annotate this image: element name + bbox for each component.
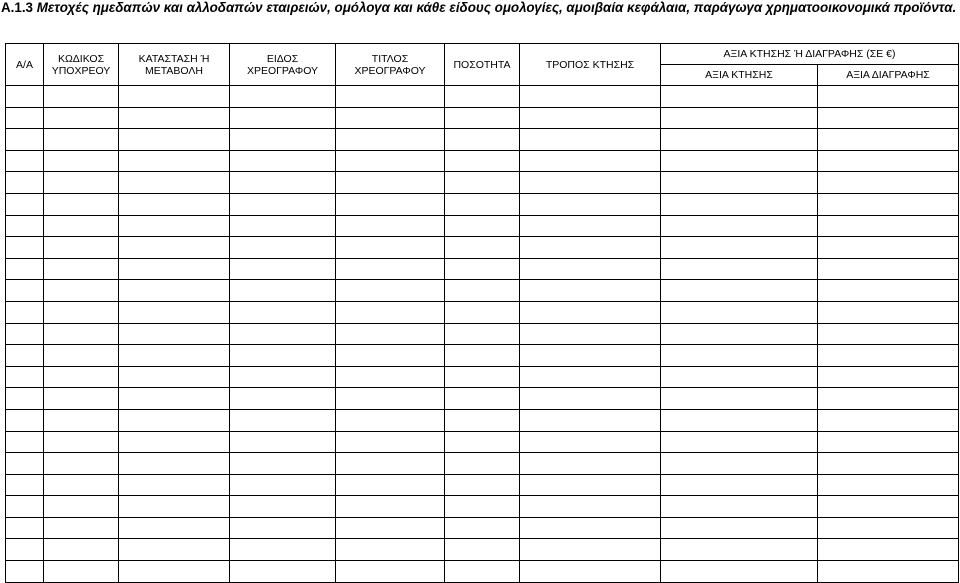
- table-cell[interactable]: [818, 215, 959, 237]
- table-cell[interactable]: [661, 431, 818, 453]
- table-cell[interactable]: [661, 301, 818, 323]
- table-cell[interactable]: [230, 193, 336, 215]
- table-cell[interactable]: [336, 301, 445, 323]
- table-cell[interactable]: [445, 301, 520, 323]
- table-cell[interactable]: [44, 107, 119, 129]
- table-row: [6, 431, 959, 453]
- table-cell[interactable]: [336, 237, 445, 259]
- table-cell[interactable]: [6, 86, 44, 108]
- table-cell[interactable]: [44, 517, 119, 539]
- table-cell[interactable]: [520, 561, 661, 583]
- table-cell[interactable]: [661, 388, 818, 410]
- table-cell[interactable]: [44, 215, 119, 237]
- table-cell[interactable]: [445, 215, 520, 237]
- table-cell[interactable]: [520, 474, 661, 496]
- table-cell[interactable]: [818, 453, 959, 475]
- table-cell[interactable]: [520, 237, 661, 259]
- table-cell[interactable]: [520, 172, 661, 194]
- table-row: [6, 323, 959, 345]
- table-cell[interactable]: [44, 258, 119, 280]
- table-cell[interactable]: [119, 388, 230, 410]
- table-cell[interactable]: [661, 86, 818, 108]
- table-cell[interactable]: [661, 150, 818, 172]
- table-cell[interactable]: [661, 172, 818, 194]
- table-cell[interactable]: [445, 172, 520, 194]
- table-cell[interactable]: [230, 258, 336, 280]
- table-cell[interactable]: [230, 561, 336, 583]
- table-cell[interactable]: [520, 280, 661, 302]
- column-group-header-value: ΑΞΙΑ ΚΤΗΣΗΣ Ή ΔΙΑΓΡΑΦΗΣ (ΣΕ €): [661, 44, 959, 65]
- table-cell[interactable]: [119, 172, 230, 194]
- table-cell[interactable]: [818, 237, 959, 259]
- table-cell[interactable]: [818, 496, 959, 518]
- table-cell[interactable]: [520, 345, 661, 367]
- column-header-status-or-change: ΚΑΤΑΣΤΑΣΗ Ή ΜΕΤΑΒΟΛΗ: [119, 44, 230, 86]
- table-cell[interactable]: [818, 172, 959, 194]
- table-cell[interactable]: [230, 86, 336, 108]
- table-cell[interactable]: [445, 129, 520, 151]
- table-cell[interactable]: [119, 517, 230, 539]
- table-cell[interactable]: [230, 409, 336, 431]
- table-cell[interactable]: [119, 453, 230, 475]
- table-cell[interactable]: [119, 107, 230, 129]
- table-cell[interactable]: [445, 539, 520, 561]
- table-cell[interactable]: [445, 150, 520, 172]
- table-row: [6, 539, 959, 561]
- table-cell[interactable]: [520, 496, 661, 518]
- table-cell[interactable]: [818, 388, 959, 410]
- table-cell[interactable]: [119, 86, 230, 108]
- table-cell[interactable]: [230, 172, 336, 194]
- table-cell[interactable]: [661, 539, 818, 561]
- table-cell[interactable]: [6, 409, 44, 431]
- table-cell[interactable]: [336, 107, 445, 129]
- table-cell[interactable]: [230, 366, 336, 388]
- table-cell[interactable]: [336, 409, 445, 431]
- table-cell[interactable]: [44, 323, 119, 345]
- section-title-text: Μετοχές ημεδαπών και αλλοδαπών εταιρειών, ομόλογα και κάθε είδους ομολογίες, αμοιβαία κεφάλαια, παράγωγα χρηματοοικονομικά προϊόντα.: [36, 0, 957, 15]
- table-cell[interactable]: [44, 366, 119, 388]
- table-cell[interactable]: [44, 431, 119, 453]
- table-cell[interactable]: [230, 150, 336, 172]
- table-cell[interactable]: [6, 323, 44, 345]
- table-cell[interactable]: [119, 258, 230, 280]
- table-cell[interactable]: [520, 517, 661, 539]
- table-cell[interactable]: [818, 561, 959, 583]
- table-cell[interactable]: [445, 345, 520, 367]
- table-cell[interactable]: [661, 193, 818, 215]
- table-cell[interactable]: [119, 345, 230, 367]
- table-cell[interactable]: [6, 129, 44, 151]
- table-cell[interactable]: [119, 561, 230, 583]
- table-cell[interactable]: [230, 496, 336, 518]
- table-cell[interactable]: [520, 150, 661, 172]
- table-cell[interactable]: [445, 280, 520, 302]
- table-cell[interactable]: [818, 150, 959, 172]
- table-cell[interactable]: [445, 258, 520, 280]
- table-cell[interactable]: [119, 301, 230, 323]
- table-cell[interactable]: [336, 258, 445, 280]
- table-row: [6, 517, 959, 539]
- table-cell[interactable]: [6, 193, 44, 215]
- table-cell[interactable]: [44, 409, 119, 431]
- table-cell[interactable]: [520, 258, 661, 280]
- table-cell[interactable]: [44, 301, 119, 323]
- table-cell[interactable]: [520, 388, 661, 410]
- table-cell[interactable]: [445, 366, 520, 388]
- table-cell[interactable]: [336, 215, 445, 237]
- table-cell[interactable]: [336, 453, 445, 475]
- table-cell[interactable]: [119, 237, 230, 259]
- table-cell[interactable]: [119, 496, 230, 518]
- table-cell[interactable]: [230, 280, 336, 302]
- table-row: [6, 366, 959, 388]
- table-cell[interactable]: [445, 86, 520, 108]
- table-cell[interactable]: [818, 517, 959, 539]
- table-cell[interactable]: [230, 517, 336, 539]
- table-cell[interactable]: [6, 539, 44, 561]
- table-cell[interactable]: [230, 453, 336, 475]
- table-cell[interactable]: [336, 150, 445, 172]
- table-cell[interactable]: [661, 409, 818, 431]
- table-cell[interactable]: [520, 431, 661, 453]
- table-cell[interactable]: [445, 107, 520, 129]
- table-cell[interactable]: [44, 474, 119, 496]
- table-cell[interactable]: [336, 323, 445, 345]
- table-cell[interactable]: [818, 409, 959, 431]
- table-cell[interactable]: [445, 474, 520, 496]
- table-cell[interactable]: [230, 323, 336, 345]
- table-cell[interactable]: [44, 496, 119, 518]
- table-cell[interactable]: [336, 86, 445, 108]
- table-cell[interactable]: [44, 150, 119, 172]
- table-row: [6, 258, 959, 280]
- table-cell[interactable]: [661, 237, 818, 259]
- table-cell[interactable]: [445, 237, 520, 259]
- table-row: [6, 172, 959, 194]
- table-cell[interactable]: [44, 172, 119, 194]
- table-cell[interactable]: [6, 150, 44, 172]
- table-cell[interactable]: [230, 237, 336, 259]
- table-cell[interactable]: [336, 345, 445, 367]
- table-cell[interactable]: [661, 280, 818, 302]
- table-cell[interactable]: [520, 539, 661, 561]
- table-cell[interactable]: [6, 561, 44, 583]
- table-cell[interactable]: [44, 86, 119, 108]
- table-cell[interactable]: [6, 474, 44, 496]
- column-header-acquisition-method: ΤΡΟΠΟΣ ΚΤΗΣΗΣ: [520, 44, 661, 86]
- table-cell[interactable]: [818, 323, 959, 345]
- table-row: [6, 107, 959, 129]
- table-cell[interactable]: [6, 453, 44, 475]
- table-cell[interactable]: [445, 193, 520, 215]
- table-cell[interactable]: [445, 517, 520, 539]
- table-row: [6, 237, 959, 259]
- table-cell[interactable]: [818, 193, 959, 215]
- table-cell[interactable]: [336, 388, 445, 410]
- table-row: [6, 280, 959, 302]
- table-cell[interactable]: [336, 366, 445, 388]
- table-cell[interactable]: [661, 323, 818, 345]
- table-row: [6, 453, 959, 475]
- table-cell[interactable]: [119, 366, 230, 388]
- table-row: [6, 193, 959, 215]
- table-row: [6, 345, 959, 367]
- table-cell[interactable]: [445, 431, 520, 453]
- table-cell[interactable]: [520, 409, 661, 431]
- table-cell[interactable]: [6, 345, 44, 367]
- table-row: [6, 388, 959, 410]
- table-cell[interactable]: [44, 280, 119, 302]
- table-cell[interactable]: [119, 215, 230, 237]
- table-cell[interactable]: [119, 474, 230, 496]
- table-row: [6, 409, 959, 431]
- securities-table: [5, 43, 959, 583]
- table-cell[interactable]: [119, 193, 230, 215]
- table-cell[interactable]: [818, 539, 959, 561]
- table-cell[interactable]: [6, 258, 44, 280]
- table-cell[interactable]: [818, 258, 959, 280]
- table-cell[interactable]: [818, 366, 959, 388]
- table-cell[interactable]: [336, 474, 445, 496]
- column-header-aa: Α/Α: [6, 44, 44, 86]
- table-cell[interactable]: [661, 215, 818, 237]
- table-cell[interactable]: [445, 453, 520, 475]
- table-cell[interactable]: [6, 496, 44, 518]
- column-header-quantity: ΠΟΣΟΤΗΤΑ: [445, 44, 520, 86]
- table-cell[interactable]: [6, 172, 44, 194]
- table-cell[interactable]: [818, 86, 959, 108]
- table-cell[interactable]: [818, 301, 959, 323]
- table-cell[interactable]: [520, 215, 661, 237]
- table-cell[interactable]: [44, 193, 119, 215]
- table-cell[interactable]: [336, 561, 445, 583]
- table-cell[interactable]: [661, 453, 818, 475]
- table-cell[interactable]: [336, 496, 445, 518]
- table-cell[interactable]: [119, 129, 230, 151]
- table-cell[interactable]: [818, 280, 959, 302]
- table-cell[interactable]: [336, 539, 445, 561]
- table-cell[interactable]: [520, 86, 661, 108]
- table-cell[interactable]: [520, 193, 661, 215]
- table-row: [6, 474, 959, 496]
- table-cell[interactable]: [445, 388, 520, 410]
- table-cell[interactable]: [818, 107, 959, 129]
- column-header-writeoff-value: ΑΞΙΑ ΔΙΑΓΡΑΦΗΣ: [818, 65, 959, 86]
- column-header-obligor-code: ΚΩΔΙΚΟΣ ΥΠΟΧΡΕΟΥ: [44, 44, 119, 86]
- table-cell[interactable]: [818, 345, 959, 367]
- table-cell[interactable]: [44, 453, 119, 475]
- table-cell[interactable]: [336, 431, 445, 453]
- table-cell[interactable]: [818, 431, 959, 453]
- table-cell[interactable]: [520, 453, 661, 475]
- table-cell[interactable]: [520, 323, 661, 345]
- table-cell[interactable]: [445, 496, 520, 518]
- table-cell[interactable]: [661, 107, 818, 129]
- table-cell[interactable]: [44, 237, 119, 259]
- table-cell[interactable]: [6, 366, 44, 388]
- table-cell[interactable]: [520, 301, 661, 323]
- table-cell[interactable]: [6, 431, 44, 453]
- column-header-security-type: ΕΙΔΟΣ ΧΡΕΟΓΡΑΦΟΥ: [230, 44, 336, 86]
- table-cell[interactable]: [6, 107, 44, 129]
- column-header-security-title: ΤΙΤΛΟΣ ΧΡΕΟΓΡΑΦΟΥ: [336, 44, 445, 86]
- table-cell[interactable]: [119, 323, 230, 345]
- table-cell[interactable]: [230, 474, 336, 496]
- table-cell[interactable]: [818, 129, 959, 151]
- table-cell[interactable]: [336, 193, 445, 215]
- table-row: [6, 215, 959, 237]
- table-cell[interactable]: [661, 366, 818, 388]
- table-row: [6, 561, 959, 583]
- table-cell[interactable]: [44, 539, 119, 561]
- table-cell[interactable]: [336, 172, 445, 194]
- table-cell[interactable]: [661, 258, 818, 280]
- table-cell[interactable]: [230, 215, 336, 237]
- table-cell[interactable]: [119, 539, 230, 561]
- table-cell[interactable]: [230, 539, 336, 561]
- table-body: [6, 86, 959, 583]
- table-cell[interactable]: [44, 129, 119, 151]
- table-cell[interactable]: [661, 517, 818, 539]
- table-cell[interactable]: [44, 561, 119, 583]
- table-cell[interactable]: [6, 301, 44, 323]
- table-cell[interactable]: [661, 345, 818, 367]
- section-title: [1, 0, 956, 16]
- table-cell[interactable]: [445, 561, 520, 583]
- table-cell[interactable]: [336, 129, 445, 151]
- table-cell[interactable]: [230, 388, 336, 410]
- column-header-acquisition-value: ΑΞΙΑ ΚΤΗΣΗΣ: [661, 65, 818, 86]
- table-cell[interactable]: [661, 474, 818, 496]
- table-cell[interactable]: [119, 150, 230, 172]
- table-row: [6, 496, 959, 518]
- table-cell[interactable]: [818, 474, 959, 496]
- table-cell[interactable]: [445, 323, 520, 345]
- table-cell[interactable]: [6, 215, 44, 237]
- table-cell[interactable]: [520, 366, 661, 388]
- table-cell[interactable]: [520, 107, 661, 129]
- table-row: [6, 301, 959, 323]
- table-row: [6, 150, 959, 172]
- table-cell[interactable]: [520, 129, 661, 151]
- section-number: A.1.3: [1, 0, 34, 15]
- table-cell[interactable]: [44, 345, 119, 367]
- table-cell[interactable]: [445, 409, 520, 431]
- table-cell[interactable]: [230, 301, 336, 323]
- table-cell[interactable]: [6, 388, 44, 410]
- table-cell[interactable]: [119, 409, 230, 431]
- table-cell[interactable]: [230, 129, 336, 151]
- table-cell[interactable]: [230, 431, 336, 453]
- table-cell[interactable]: [6, 280, 44, 302]
- table-cell[interactable]: [6, 237, 44, 259]
- table-cell[interactable]: [119, 280, 230, 302]
- table-cell[interactable]: [336, 517, 445, 539]
- table-cell[interactable]: [661, 496, 818, 518]
- table-cell[interactable]: [230, 107, 336, 129]
- table-cell[interactable]: [230, 345, 336, 367]
- table-row: [6, 129, 959, 151]
- table-cell[interactable]: [661, 561, 818, 583]
- table-cell[interactable]: [6, 517, 44, 539]
- table-cell[interactable]: [661, 129, 818, 151]
- table-row: [6, 86, 959, 108]
- table-cell[interactable]: [119, 431, 230, 453]
- table-cell[interactable]: [44, 388, 119, 410]
- table-cell[interactable]: [336, 280, 445, 302]
